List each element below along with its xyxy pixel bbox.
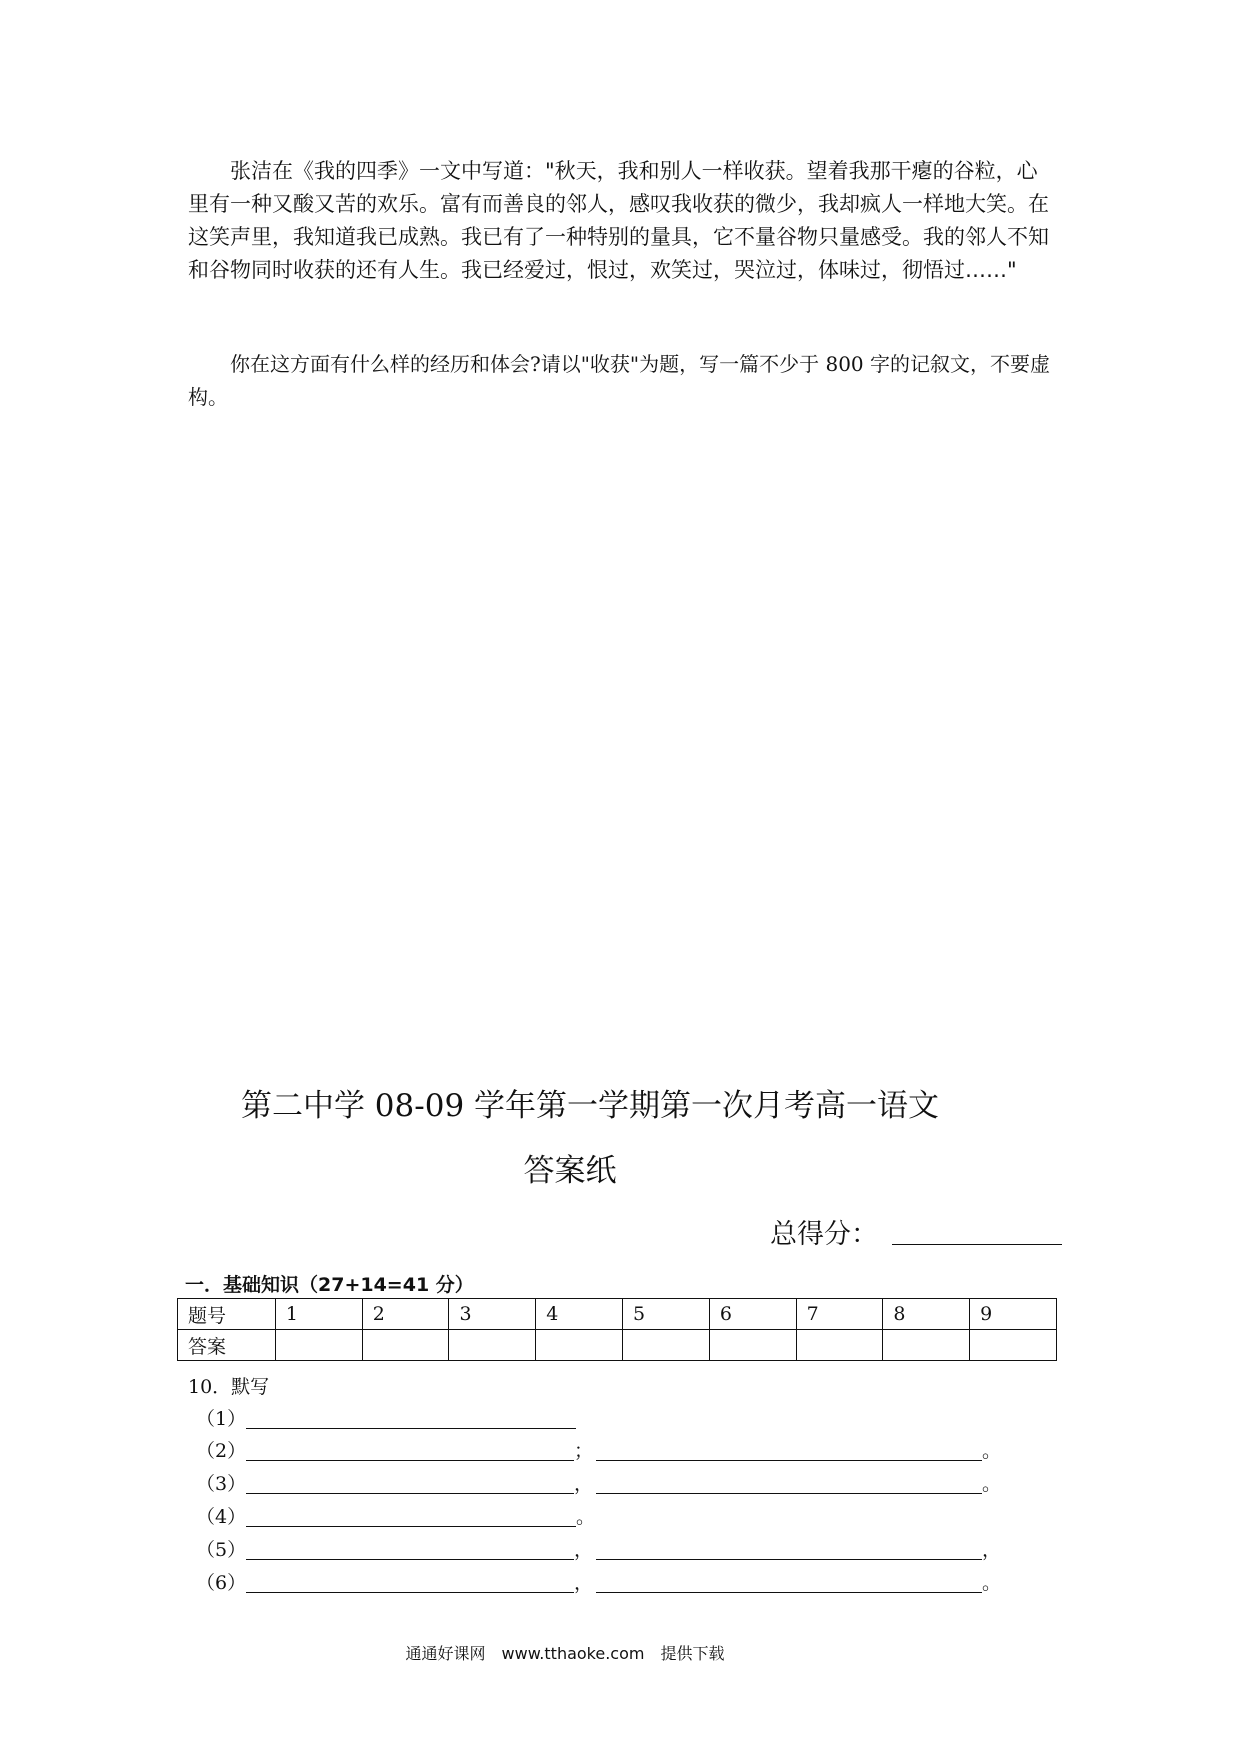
dictation-blank-3b[interactable] (596, 1493, 982, 1494)
dictation-blank-2b[interactable] (596, 1460, 982, 1461)
section-heading-basic-knowledge: 一．基础知识（27+14=41 分） (185, 1274, 474, 1296)
page-footer: 通通好课网 www.tthaoke.com 提供下载 (405, 1644, 725, 1663)
row-header-answer: 答案 (178, 1330, 276, 1361)
dictation-blank-2a[interactable] (246, 1460, 574, 1461)
question-number-cell: 5 (623, 1299, 710, 1330)
dictation-blank-4a[interactable] (246, 1526, 576, 1527)
total-score-blank[interactable] (892, 1244, 1062, 1245)
school-exam-title: 第二中学 08-09 学年第一学期第一次月考高一语文 (240, 1088, 940, 1124)
answer-sheet-title: 答案纸 (523, 1153, 617, 1189)
question-number-cell: 2 (362, 1299, 449, 1330)
answer-cell[interactable] (970, 1330, 1057, 1361)
answer-cell[interactable] (449, 1330, 536, 1361)
answer-cell[interactable] (362, 1330, 449, 1361)
question-number-cell: 9 (970, 1299, 1057, 1330)
dictation-label-4: （4） (196, 1506, 247, 1528)
answer-row (178, 1330, 1057, 1361)
dictation-label-3: （3） (196, 1473, 247, 1495)
dictation-punct-3b: 。 (982, 1473, 1002, 1495)
answer-cell[interactable] (796, 1330, 883, 1361)
question-number-cell: 3 (449, 1299, 536, 1330)
dictation-punct-6b: 。 (982, 1572, 1002, 1594)
dictation-punct-5a: ， (574, 1539, 594, 1561)
answer-cell[interactable] (275, 1330, 362, 1361)
dictation-punct-2b: 。 (982, 1440, 1002, 1462)
question-number-cell: 6 (709, 1299, 796, 1330)
dictation-blank-3a[interactable] (246, 1493, 574, 1494)
dictation-punct-5b: ， (982, 1539, 1002, 1561)
dictation-blank-6b[interactable] (596, 1592, 982, 1593)
dictation-punct-6a: ， (574, 1572, 594, 1594)
row-header-question-number: 题号 (178, 1299, 276, 1330)
question-number-cell: 8 (883, 1299, 970, 1330)
dictation-blank-1a[interactable] (246, 1428, 576, 1429)
answer-cell[interactable] (709, 1330, 796, 1361)
question-number-row (178, 1299, 1057, 1330)
dictation-blank-6a[interactable] (246, 1592, 574, 1593)
answer-cell[interactable] (883, 1330, 970, 1361)
dictation-label-1: （1） (196, 1408, 247, 1430)
dictation-heading: 10．默写 (188, 1376, 270, 1398)
dictation-label-5: （5） (196, 1539, 247, 1561)
dictation-label-6: （6） (196, 1572, 247, 1594)
question-number-cell: 7 (796, 1299, 883, 1330)
dictation-punct-3a: ， (574, 1473, 594, 1495)
dictation-punct-2a: ； (574, 1440, 594, 1462)
answer-cell[interactable] (536, 1330, 623, 1361)
dictation-punct-4a: 。 (576, 1506, 596, 1528)
essay-task-text: 你在这方面有什么样的经历和体会?请以"收获"为题，写一篇不少于 800 字的记叙文，不要虚构。 (188, 352, 1051, 409)
essay-task (188, 348, 1058, 414)
answer-cell[interactable] (623, 1330, 710, 1361)
essay-prompt (188, 155, 1058, 287)
question-number-cell: 1 (275, 1299, 362, 1330)
dictation-blank-5b[interactable] (596, 1559, 982, 1560)
dictation-blank-5a[interactable] (246, 1559, 574, 1560)
prompt-quote-paragraph: 张洁在《我的四季》一文中写道："秋天，我和别人一样收获。望着我那干瘪的谷粒，心里有一种又酸又苦的欢乐。富有而善良的邻人，感叹我收获的微少，我却疯人一样地大笑。在这笑声里，我知道我已成熟。我已有了一种特别的量具，它不量谷物只量感受。我的邻人不知和谷物同时收获的还有人生。我已经爱过，恨过，欢笑过，哭泣过，体味过，彻悟过……" (188, 159, 1049, 282)
question-number-cell: 4 (536, 1299, 623, 1330)
total-score-label: 总得分： (770, 1219, 878, 1250)
answer-table (177, 1298, 1057, 1361)
dictation-label-2: （2） (196, 1440, 247, 1462)
